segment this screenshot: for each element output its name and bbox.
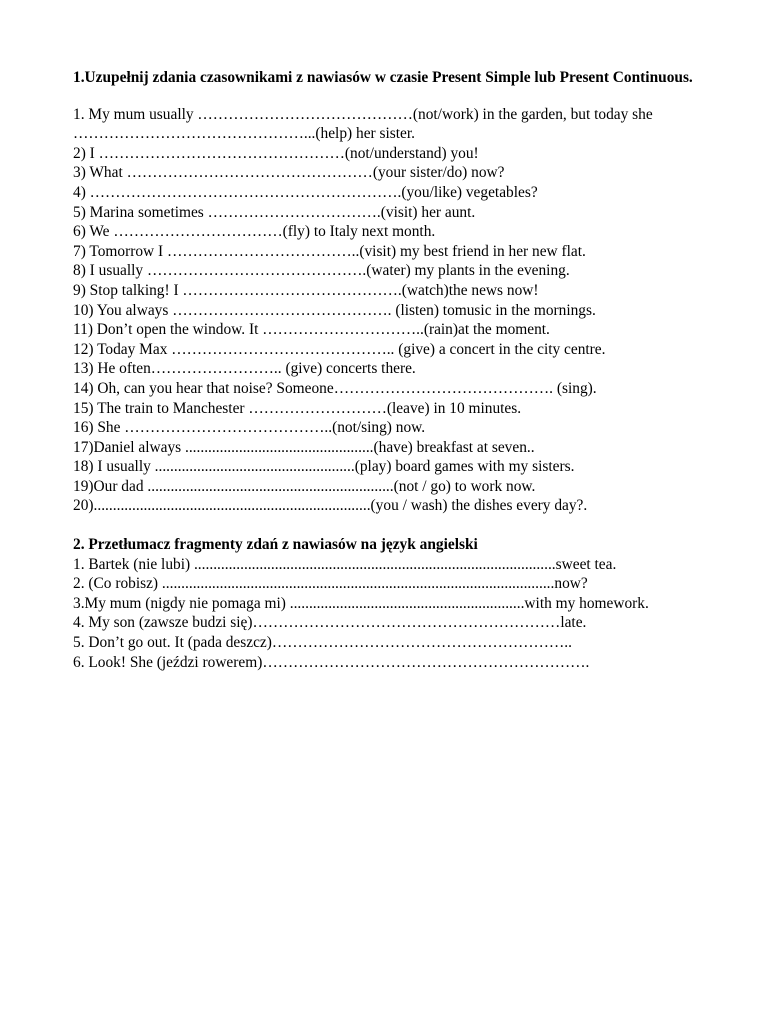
exercise-item-11: 11) Don’t open the window. It …………………………..(rain)at the moment.: [73, 321, 550, 339]
exercise-item-16: 16) She …………………………………..(not/sing) now.: [73, 419, 426, 437]
exercise-item-3: 3) What …………………………………………(your sister/do) now?: [73, 164, 505, 182]
translation-item-1: 1. Bartek (nie lubi) ..............................................................................................sweet tea.: [73, 555, 617, 573]
exercise-item-20: 20)........................................................................(you / wash) the dishes every day?.: [73, 497, 588, 515]
exercise-item-17: 17)Daniel always .................................................(have) breakfast at seven..: [73, 438, 535, 456]
translation-item-2: 2. (Co robisz) ......................................................................................................now?: [73, 575, 588, 593]
section2-heading: 2. Przetłumacz fragmenty zdań z nawiasów na język angielski: [73, 536, 478, 554]
worksheet-page: [73, 68, 695, 672]
exercise-item-4: 4) …………………………………………………….(you/like) vegetables?: [73, 183, 538, 201]
exercise-item-8: 8) I usually …………………………………….(water) my plants in the evening.: [73, 262, 570, 280]
exercise-item-19: 19)Our dad ................................................................(not / go) to work now.: [73, 477, 536, 495]
exercise-item-13: 13) He often…………………….. (give) concerts there.: [73, 360, 416, 378]
translation-item-4: 4. My son (zawsze budzi się)……………………………………………………late.: [73, 614, 587, 632]
exercise-item-6: 6) We ……………………………(fly) to Italy next month.: [73, 223, 436, 241]
translation-item-5: 5. Don’t go out. It (pada deszcz)…………………………………………………..: [73, 634, 572, 652]
exercise-item-18: 18) I usually ....................................................(play) board games with my sisters.: [73, 458, 575, 476]
exercise-item-12: 12) Today Max …………………………………….. (give) a concert in the city centre.: [73, 340, 606, 358]
exercise-item-15: 15) The train to Manchester ………………………(leave) in 10 minutes.: [73, 399, 522, 417]
exercise-item-7: 7) Tomorrow I ………………………………..(visit) my best friend in her new flat.: [73, 242, 586, 260]
exercise-item-5: 5) Marina sometimes …………………………….(visit) her aunt.: [73, 203, 476, 221]
exercise-item-14: 14) Oh, can you hear that noise? Someone……………………………………. (sing).: [73, 379, 597, 397]
exercise-item-2: 2) I …………………………………………(not/understand) you!: [73, 144, 479, 162]
section-spacer: [73, 516, 695, 535]
exercise-item-10: 10) You always ……………………………………. (listen) tomusic in the mornings.: [73, 301, 596, 319]
exercise-item-9: 9) Stop talking! I …………………………………….(watch)the news now!: [73, 281, 539, 299]
translation-item-3: 3.My mum (nigdy nie pomaga mi) .............................................................with my homework.: [73, 594, 649, 612]
translation-item-6: 6. Look! She (jeździ rowerem)……………………………………………………….: [73, 653, 590, 671]
section1-exercise-list: [73, 105, 695, 516]
section1-heading: 1.Uzupełnij zdania czasownikami z nawiasów w czasie Present Simple lub Present Continuous.: [73, 69, 693, 86]
exercise-item-1: 1. My mum usually ……………………………………(not/work) in the garden, but today she ………………………………………...(help) her sister.: [73, 105, 653, 143]
section2-exercise-list: [73, 555, 695, 673]
